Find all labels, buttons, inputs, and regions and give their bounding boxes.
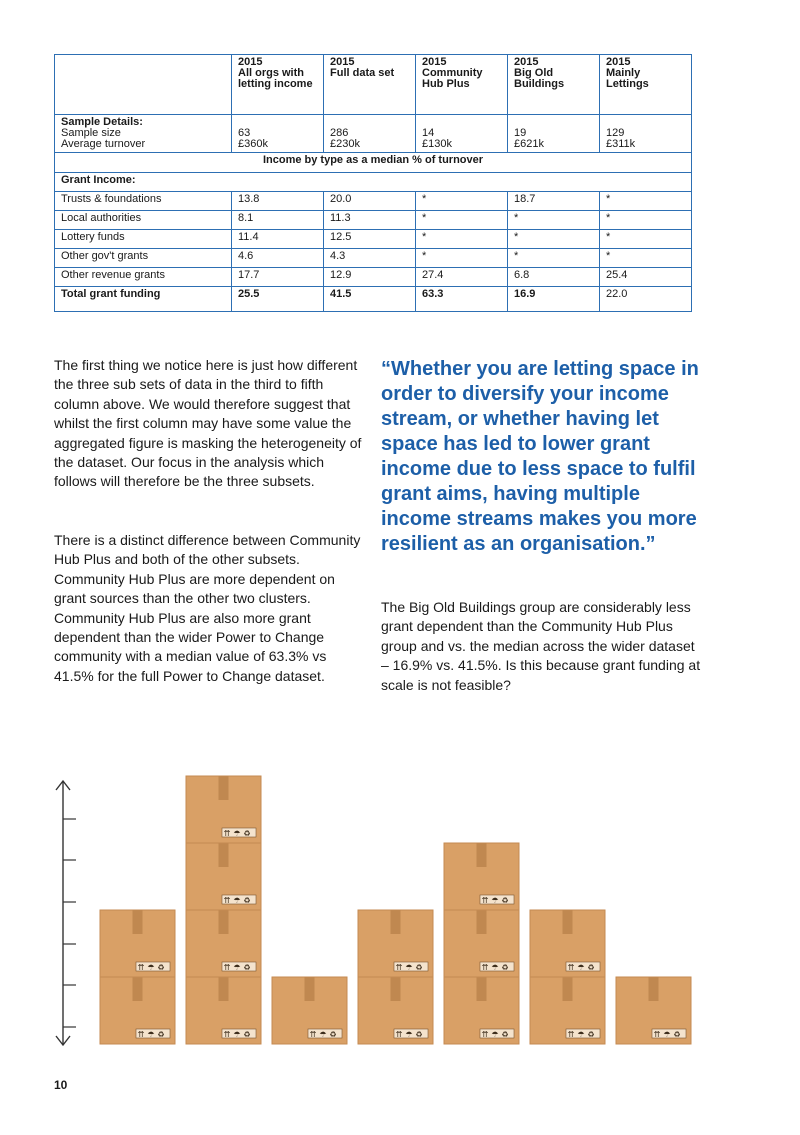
box-symbol-icon: ⇈ [137, 963, 145, 972]
box-symbol-icon: ⇈ [223, 829, 231, 838]
row-label: Trusts & foundations [55, 192, 232, 211]
box-symbol-icon: ⇈ [137, 1030, 145, 1039]
box-symbol-icon: ♻ [415, 1030, 423, 1039]
box-symbol-icon: ⇈ [653, 1030, 661, 1039]
box-symbol-icon: ♻ [501, 896, 509, 905]
sample-size: 129 [606, 127, 625, 139]
box-symbol-icon: ☂ [663, 1030, 671, 1039]
box-symbol-icon: ♻ [243, 1030, 251, 1039]
box-symbol-icon: ⇈ [395, 963, 403, 972]
row-value: * [416, 211, 508, 230]
box-symbol-icon: ☂ [577, 1030, 585, 1039]
average-turnover: £621k [514, 138, 544, 150]
header-year: 2015 [422, 56, 447, 68]
box-symbol-icon: ☂ [233, 963, 241, 972]
paragraph-3: The Big Old Buildings group are considerably less grant dependent than the Community Hub Plus group and vs. the median across the wider dataset – 16.9% vs. 41.5%. Is this because grant funding at scale is not feasible? [381, 599, 701, 693]
total-value: 16.9 [508, 287, 600, 312]
box-symbol-icon: ☂ [491, 896, 499, 905]
box-symbol-icon: ☂ [405, 963, 413, 972]
row-value: 4.6 [232, 249, 324, 268]
box-symbol-icon: ☂ [405, 1030, 413, 1039]
header-name: Full data set [330, 67, 395, 79]
box-symbol-icon: ☂ [491, 1030, 499, 1039]
box-symbol-icon: ♻ [157, 963, 165, 972]
pull-quote: “Whether you are letting space in order to diversify your income stream, or whether having let space has led to lower grant income due to less space to fulfil grant aims, having multiple income streams makes you more resilient as an organisation.” [381, 358, 699, 555]
row-value: 18.7 [508, 192, 600, 211]
row-label: Lottery funds [55, 230, 232, 249]
box-symbol-icon: ♻ [329, 1030, 337, 1039]
row-value: 13.8 [232, 192, 324, 211]
row-value: 17.7 [232, 268, 324, 287]
box-symbol-icon: ♻ [587, 1030, 595, 1039]
total-value: 22.0 [600, 287, 692, 312]
sample-size: 14 [422, 127, 435, 139]
sample-size: 63 [238, 127, 251, 139]
row-value: 25.4 [600, 268, 692, 287]
sample-size: 286 [330, 127, 349, 139]
box-symbol-icon: ♻ [243, 963, 251, 972]
box-symbol-icon: ☂ [147, 963, 155, 972]
average-turnover-label: Average turnover [61, 138, 146, 150]
box-tape [133, 910, 143, 934]
row-value: * [416, 230, 508, 249]
row-value: 6.8 [508, 268, 600, 287]
box-symbol-icon: ☂ [577, 963, 585, 972]
row-label: Local authorities [55, 211, 232, 230]
sample-details-label: Sample Details: [61, 116, 143, 128]
box-symbol-icon: ♻ [157, 1030, 165, 1039]
average-turnover: £311k [606, 138, 636, 150]
header-year: 2015 [330, 56, 355, 68]
box-tape [391, 910, 401, 934]
row-value: 4.3 [324, 249, 416, 268]
header-year: 2015 [514, 56, 539, 68]
box-tape [133, 977, 143, 1001]
box-symbol-icon: ♻ [415, 963, 423, 972]
row-value: * [600, 230, 692, 249]
header-name: Big Old Buildings [514, 67, 565, 90]
header-year: 2015 [238, 56, 263, 68]
box-symbol-icon: ⇈ [395, 1030, 403, 1039]
row-value: * [600, 249, 692, 268]
row-value: * [508, 211, 600, 230]
row-value: 8.1 [232, 211, 324, 230]
box-tape [219, 977, 229, 1001]
header-year: 2015 [606, 56, 631, 68]
header-name: All orgs with letting income [238, 67, 313, 90]
row-value: * [416, 192, 508, 211]
box-tape [219, 776, 229, 800]
paragraph-2: There is a distinct difference between Community Hub Plus and both of the other subsets. Community Hub Plus are more dependent on grant sources than the other two clusters. Community Hub Plus are also more grant dependent than the wider Power to Change community with a median value of 63.3% vs 41.5% for the full Power to Change dataset. [54, 532, 361, 684]
box-tape [477, 977, 487, 1001]
row-value: 11.4 [232, 230, 324, 249]
box-tape [477, 910, 487, 934]
box-symbol-icon: ⇈ [223, 1030, 231, 1039]
box-symbol-icon: ⇈ [223, 963, 231, 972]
box-tape [563, 910, 573, 934]
box-symbol-icon: ♻ [243, 896, 251, 905]
header-name: Community Hub Plus [422, 67, 483, 90]
box-symbol-icon: ☂ [233, 896, 241, 905]
band-label: Income by type as a median % of turnover [55, 153, 692, 173]
box-symbol-icon: ☂ [233, 1030, 241, 1039]
box-symbol-icon: ☂ [233, 829, 241, 838]
box-tape [391, 977, 401, 1001]
row-value: 12.5 [324, 230, 416, 249]
row-value: * [416, 249, 508, 268]
box-tape [477, 843, 487, 867]
box-symbol-icon: ♻ [673, 1030, 681, 1039]
box-symbol-icon: ♻ [587, 963, 595, 972]
box-symbol-icon: ♻ [501, 963, 509, 972]
total-value: 25.5 [232, 287, 324, 312]
box-symbol-icon: ⇈ [481, 896, 489, 905]
average-turnover: £360k [238, 138, 268, 150]
box-tape [305, 977, 315, 1001]
total-label: Total grant funding [55, 287, 232, 312]
average-turnover: £230k [330, 138, 360, 150]
row-value: 11.3 [324, 211, 416, 230]
box-symbol-icon: ☂ [319, 1030, 327, 1039]
box-symbol-icon: ⇈ [223, 896, 231, 905]
box-symbol-icon: ⇈ [309, 1030, 317, 1039]
box-symbol-icon: ⇈ [567, 963, 575, 972]
row-value: * [508, 230, 600, 249]
header-name: Mainly Lettings [606, 67, 649, 90]
box-symbol-icon: ♻ [501, 1030, 509, 1039]
total-value: 63.3 [416, 287, 508, 312]
box-symbol-icon: ♻ [243, 829, 251, 838]
box-tape [563, 977, 573, 1001]
sample-size-label: Sample size [61, 127, 121, 139]
sample-size: 19 [514, 127, 527, 139]
row-value: 20.0 [324, 192, 416, 211]
average-turnover: £130k [422, 138, 452, 150]
row-value: * [508, 249, 600, 268]
row-label: Other gov't grants [55, 249, 232, 268]
row-value: * [600, 192, 692, 211]
row-value: 27.4 [416, 268, 508, 287]
box-tape [219, 910, 229, 934]
box-symbol-icon: ⇈ [567, 1030, 575, 1039]
total-value: 41.5 [324, 287, 416, 312]
box-tape [219, 843, 229, 867]
box-symbol-icon: ⇈ [481, 963, 489, 972]
grant-income-label: Grant Income: [55, 173, 692, 192]
row-label: Other revenue grants [55, 268, 232, 287]
box-symbol-icon: ☂ [147, 1030, 155, 1039]
row-value: * [600, 211, 692, 230]
row-value: 12.9 [324, 268, 416, 287]
paragraph-1: The first thing we notice here is just how different the three sub sets of data in the third to fifth column above. We would therefore suggest that whilst the first column may have some value the aggregated figure is masking the heterogeneity of the dataset. Our focus in the analysis which follows will therefore be the three subsets. [54, 357, 362, 490]
box-symbol-icon: ⇈ [481, 1030, 489, 1039]
page-number: 10 [54, 1078, 68, 1092]
box-symbol-icon: ☂ [491, 963, 499, 972]
box-tape [649, 977, 659, 1001]
